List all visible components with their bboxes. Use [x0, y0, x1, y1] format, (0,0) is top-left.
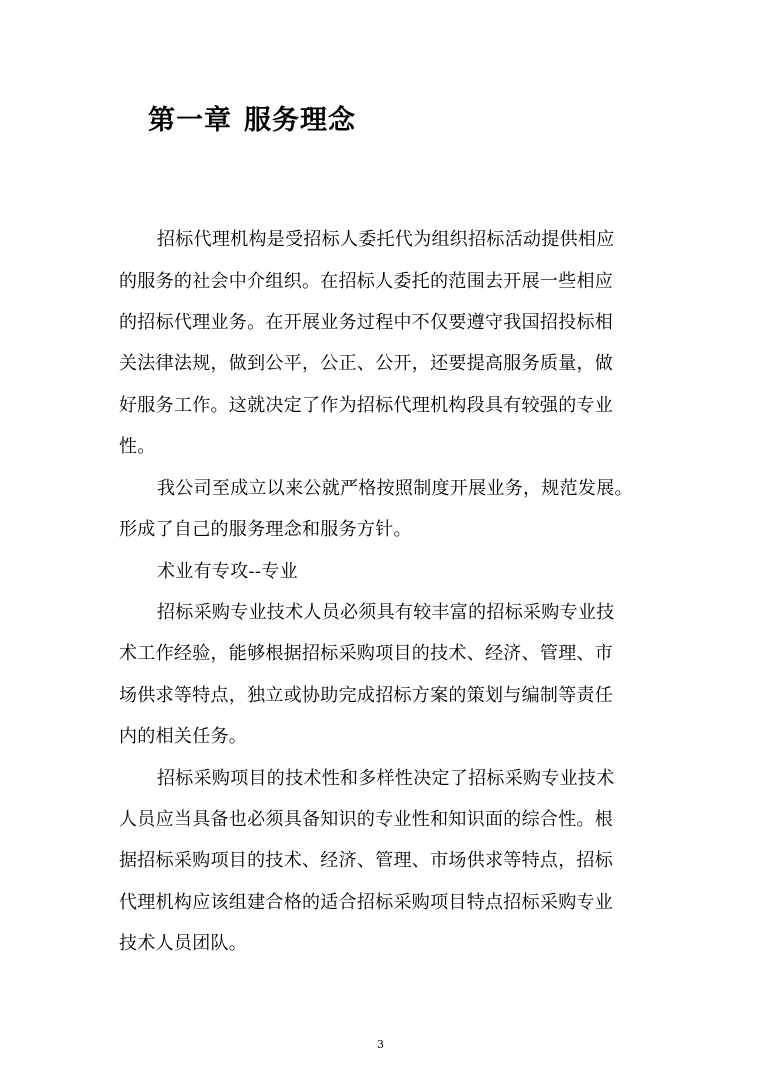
- paragraph-2-line-2: 形成了自己的服务理念和服务方针。: [119, 519, 412, 540]
- chapter-title: [148, 98, 356, 137]
- paragraph-2-line-1: 我公司至成立以来公就严格按照制度开展业务，规范发展。: [157, 478, 633, 499]
- paragraph-4-line-2: 术工作经验，能够根据招标采购项目的技术、经济、管理、市: [119, 643, 614, 664]
- paragraph-5-line-4: 代理机构应该组建合格的适合招标采购项目特点招标采购专业: [119, 892, 614, 913]
- paragraph-3-line-1: 术业有专攻--专业: [157, 561, 298, 582]
- paragraph-5-line-5: 技术人员团队。: [119, 933, 248, 954]
- paragraph-1-line-1: 招标代理机构是受招标人委托代为组织招标活动提供相应: [157, 229, 615, 250]
- paragraph-1-line-5: 好服务工作。这就决定了作为招标代理机构段具有较强的专业: [119, 395, 614, 416]
- paragraph-1-line-6: 性。: [119, 436, 156, 457]
- page-number: 3: [377, 1038, 384, 1051]
- paragraph-5-line-1: 招标采购项目的技术性和多样性决定了招标采购专业技术: [157, 768, 615, 789]
- paragraph-1-line-2: 的服务的社会中介组织。在招标人委托的范围去开展一些相应: [119, 271, 614, 292]
- paragraph-4-line-3: 场供求等特点，独立或协助完成招标方案的策划与编制等责任: [119, 685, 614, 706]
- paragraph-1-line-3: 的招标代理业务。在开展业务过程中不仅要遵守我国招投标相: [119, 312, 614, 333]
- paragraph-5-line-3: 据招标采购项目的技术、经济、管理、市场供求等特点，招标: [119, 850, 614, 871]
- paragraph-4-line-1: 招标采购专业技术人员必须具有较丰富的招标采购专业技: [157, 602, 615, 623]
- chapter-number: 第一章: [148, 105, 232, 136]
- paragraph-4-line-4: 内的相关任务。: [119, 726, 248, 747]
- paragraph-1-line-4: 关法律法规，做到公平，公正、公开，还要提高服务质量，做: [119, 353, 614, 374]
- chapter-name: 服务理念: [244, 105, 356, 136]
- paragraph-5-line-2: 人员应当具备也必须具备知识的专业性和知识面的综合性。根: [119, 809, 614, 830]
